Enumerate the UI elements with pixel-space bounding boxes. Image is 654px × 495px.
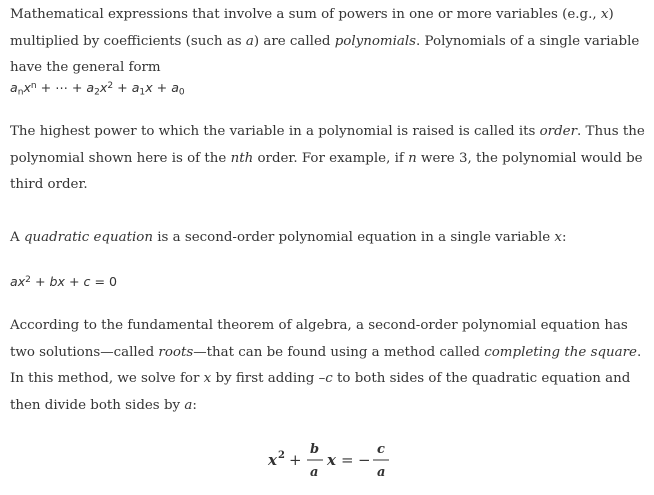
term-polynomials: polynomials bbox=[334, 33, 417, 49]
text: ) are called bbox=[253, 33, 335, 49]
coef: b bbox=[49, 274, 58, 289]
eq-x: x bbox=[268, 451, 277, 469]
eq-numerator-c: c bbox=[377, 442, 385, 457]
text: is a second-order polynomial equation in a single variable bbox=[152, 230, 555, 245]
op: + bbox=[64, 274, 84, 289]
op: + bbox=[113, 80, 132, 95]
text: —that can be found using a method called bbox=[193, 344, 485, 360]
equation-svg bbox=[0, 440, 654, 484]
variable-x: x bbox=[600, 7, 609, 22]
variable-a: a bbox=[184, 397, 193, 413]
text: Mathematical expressions that involve a sum of powers in one or more variables (e.g., bbox=[10, 7, 601, 22]
paragraph-order bbox=[10, 119, 650, 199]
coef: c bbox=[83, 274, 91, 289]
text: : bbox=[192, 397, 197, 413]
eq-x: x bbox=[327, 451, 336, 469]
exponent: 2 bbox=[25, 274, 31, 285]
eq-equals: = bbox=[341, 451, 354, 469]
coef: a bbox=[131, 80, 140, 95]
general-polynomial-formula bbox=[10, 78, 185, 98]
op: + ⋯ + bbox=[36, 80, 87, 95]
text: ) multiplied by coefficients (such as bbox=[10, 7, 614, 49]
var: x bbox=[145, 80, 153, 95]
term-roots: roots bbox=[158, 344, 194, 360]
text: According to the fundamental theorem of algebra, a second-order polynomial equation has two solutions—called bbox=[10, 318, 628, 360]
eq-exponent: 2 bbox=[278, 450, 285, 461]
term-quadratic-equation: quadratic equation bbox=[23, 230, 153, 245]
op: + bbox=[30, 274, 50, 289]
exponent: 2 bbox=[107, 80, 114, 91]
subscript: 1 bbox=[139, 87, 146, 98]
text: to both sides of the quadratic equation and then divide both sides by bbox=[10, 371, 631, 413]
exponent: n bbox=[30, 80, 37, 91]
var: x bbox=[23, 80, 31, 95]
variable-a: a bbox=[245, 33, 254, 49]
quadratic-formula bbox=[10, 272, 117, 292]
term-nth: nth bbox=[230, 150, 254, 166]
display-equation bbox=[0, 440, 654, 484]
op: = 0 bbox=[90, 274, 118, 289]
variable-c: c bbox=[325, 371, 333, 386]
term-completing-the-square: completing the square bbox=[484, 344, 637, 360]
paragraph-polynomials-intro bbox=[10, 2, 650, 82]
term-order: order bbox=[539, 124, 577, 139]
eq-plus: + bbox=[289, 451, 302, 469]
variable-n: n bbox=[408, 150, 417, 166]
text: . Thus the polynomial shown here is of the bbox=[10, 124, 645, 166]
text: order. For example, if bbox=[253, 150, 409, 166]
coef: a bbox=[171, 80, 179, 95]
text: . Polynomials of a single variable have the general form bbox=[10, 33, 640, 75]
text: : bbox=[561, 230, 567, 245]
coef: a bbox=[86, 80, 95, 95]
coef: a bbox=[10, 80, 18, 95]
text: A bbox=[10, 230, 24, 245]
eq-denominator-a: a bbox=[310, 465, 319, 480]
subscript: 0 bbox=[178, 87, 185, 98]
var: x bbox=[99, 80, 108, 95]
variable-x: x bbox=[554, 230, 562, 245]
coef: a bbox=[10, 274, 18, 289]
paragraph-quadratic bbox=[10, 225, 650, 252]
text: were 3, the polynomial would be third order. bbox=[10, 150, 643, 192]
text: . In this method, we solve for bbox=[10, 344, 642, 386]
op: + bbox=[152, 80, 172, 95]
paragraph-completing-square bbox=[10, 313, 650, 419]
eq-minus: − bbox=[358, 451, 371, 469]
subscript: 2 bbox=[94, 87, 100, 98]
eq-numerator-b: b bbox=[310, 442, 320, 457]
variable-x: x bbox=[203, 371, 212, 386]
subscript: n bbox=[17, 87, 24, 98]
var: x bbox=[57, 274, 65, 289]
var: x bbox=[17, 274, 26, 289]
eq-denominator-a: a bbox=[377, 465, 386, 480]
text: by first adding – bbox=[211, 371, 326, 386]
text: The highest power to which the variable in a polynomial is raised is called its bbox=[10, 124, 540, 139]
